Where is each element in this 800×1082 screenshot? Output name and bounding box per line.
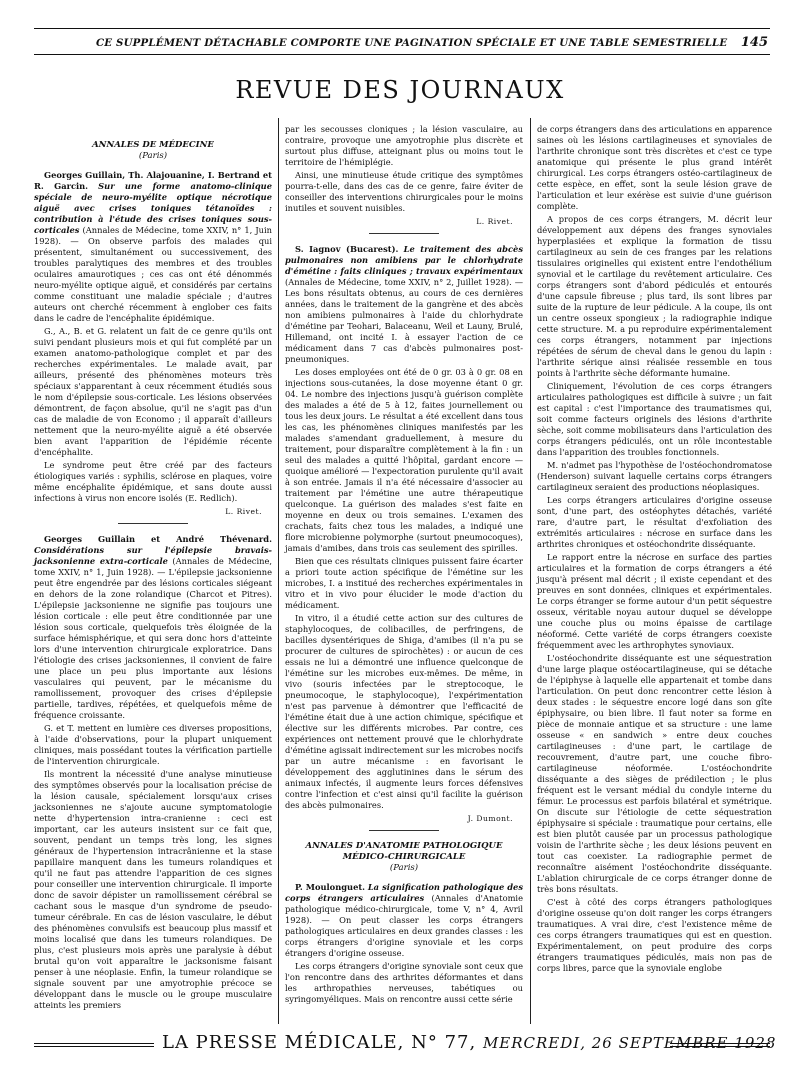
footer-rule-right	[670, 1043, 770, 1047]
section-location: (Paris)	[389, 863, 419, 873]
footer-journal: LA PRESSE MÉDICALE, N° 77,	[162, 1032, 477, 1053]
running-header	[34, 28, 770, 58]
paragraph: Ainsi, une minutieuse étude critique des symptômes pourra-t-elle, dans des cas de ce genre, faire éviter de conseiller des interventions chirurgicales pour le moins inutiles et souvent nuisibles.	[285, 170, 523, 213]
paragraph: Le syndrome peut être créé par des facteurs étiologiques variés : syphilis, sclérose en plaques, voire même encéphalite épidémique, et sans doute aussi infections à virus non encore isolés (E. Redlich).	[34, 460, 272, 503]
page-footer	[34, 1032, 777, 1056]
page-title: REVUE DES JOURNAUX	[235, 76, 565, 104]
article-text: (Annales d'Anatomie pathologique médico-chirurgicale, tome V, n° 4, Avril 1928). — On peut classer les corps étrangers pathologiques articulaires en deux grandes classes : les corps étrangers d'origine synoviale et les corps étrangers d'origine osseuse.	[285, 893, 523, 958]
column-3	[537, 124, 772, 976]
footer-rule-left	[34, 1043, 154, 1047]
section-title: ANNALES DE MÉDECINE	[92, 140, 214, 150]
article-signature: J. Dumont.	[467, 814, 513, 823]
article-signature: L. Rivet.	[225, 507, 262, 516]
column-1	[34, 124, 272, 1013]
section-title: ANNALES D'ANATOMIE PATHOLOGIQUE MÉDICO-CHIRURGICALE	[305, 841, 503, 862]
article-title: Sur une forme anatomo-clinique spéciale de neuro-myélite optique nécrotique aiguë avec crises toniques tétanoïdes : contribution à l'étude des crises toniques sous-corticales	[34, 181, 272, 235]
paragraph: Le rapport entre la nécrose en surface des parties articulaires et la formation de corps étrangers a été jusqu'à présent mal décrit ; il existe cependant et des preuves en sont données, cliniques et expérimentales. Le corps étranger se forme autour d'un petit séquestre osseux, véritable noyau autour duquel se développe une couche plus ou moins épaisse de cartilage néoformé. Cette variété de corps étrangers coexiste fréquemment avec les arthrophytes synoviaux.	[537, 552, 772, 650]
paragraph: C'est à côté des corps étrangers pathologiques d'origine osseuse qu'on doit ranger les corps étrangers traumatiques. A vrai dire, c'est l'existence même de ces corps étrangers traumatiques qui est en question. Expérimentalement, on peut produire des corps étrangers traumatiques pédiculés, mais non pas de corps libres, parce que la synoviale englobe	[537, 897, 772, 973]
article-signature: L. Rivet.	[476, 217, 513, 226]
separator-rule	[369, 830, 439, 831]
column-2	[285, 124, 523, 1007]
article-authors: P. Moulonguet.	[295, 882, 366, 892]
article-authors: Georges Guillain, Th. Alajouanine, I. Bertrand et R. Garcin.	[34, 170, 272, 191]
paragraph: Cliniquement, l'évolution de ces corps étrangers articulaires pathologiques est difficile à suivre ; un fait est capital : c'est l'importance des traumatismes qui, soit comme facteurs originels des lésions d'arthrite sèche, soit comme mobilisateurs dans l'articulation des corps étrangers pédiculés, ont un rôle incontestable dans l'apparition des troubles fonctionnels.	[537, 381, 772, 457]
separator-rule	[369, 233, 439, 234]
article-abstract	[34, 534, 272, 721]
footer-date: MERCREDI, 26 SEPTEMBRE 1928	[482, 1034, 777, 1052]
paragraph: Les corps étrangers articulaires d'origine osseuse sont, d'une part, des ostéophytes détachés, variété rare, d'autre part, le résultat d'exfoliation des extrémités articulaires : nécrose en surface dans les arthrites chroniques et ostéochondrite disséquante.	[537, 495, 772, 549]
paragraph: L'ostéochondrite disséquante est une séquestration d'une large plaque ostéocartilagineuse, qui se détache de l'épiphyse à laquelle elle appartenait et tombe dans l'articulation. On peut donc rencontrer cette lésion à deux stades : le séquestre encore logé dans son gîte épiphysaire, ou bien libre. Il faut noter sa forme en pièce de monnaie antique et sa structure : une lame osseuse « en sandwich » entre deux couches cartilagineuses : d'une part, le cartilage de recouvrement, d'autre part, une couche fibro-cartilagineuse néoformée. L'ostéochondrite disséquante a des sièges de prédilection ; le plus fréquent est le versant médial du condyle interne du fémur. Le processus est parfois bilatéral et symétrique. On discute sur l'étiologie de cette séquestration épiphysaire si spéciale : traumatique pour certains, elle est bien plutôt causée par un processus pathologique voisin de l'arthrite sèche ; les deux lésions peuvent en tout cas coexister. La radiographie permet de reconnaître aisément l'ostéochondrite disséquante. L'ablation chirurgicale de ce corps étranger donne de très bons résultats.	[537, 653, 772, 894]
article-authors: Georges Guillain et André Thévenard.	[44, 534, 272, 544]
paragraph: par les secousses cloniques ; la lésion vasculaire, au contraire, provoque une amyotrophie plus discrète et surtout plus diffuse, atteignant plus ou moins tout le territoire de l'hémiplégie.	[285, 124, 523, 167]
section-location: (Paris)	[138, 151, 168, 161]
paragraph: M. n'admet pas l'hypothèse de l'ostéochondromatose (Henderson) suivant laquelle certains corps étrangers cartilagineux seraient des productions néoplasiques.	[537, 460, 772, 492]
paragraph: In vitro, il a étudié cette action sur des cultures de staphylocoques, de colibacilles, de perfringens, de bacilles dysentériques de Shiga, d'amibes (il n'a pu se procurer de cultures de spirochètes) : or aucun de ces essais ne lui a démontré une influence quelconque de l'émétine sur les microbes eux-mêmes. De même, in vivo (souris infectées par le streptocoque, le pneumocoque, le staphylocoque), l'expérimentation n'est pas parvenue à démontrer que l'efficacité de l'émétine était due à une action chimique, spécifique et élective sur les différents microbes. Par contre, ces expériences ont nettement prouvé que le chlorhydrate d'émétine agissait indirectement sur les microbes nocifs par un autre mécanisme : en favorisant le développement des agglutinines dans le sérum des animaux infectés, il augmente leurs forces défensives contre l'infection et c'est ainsi qu'il facilite la guérison des abcès pulmonaires.	[285, 613, 523, 810]
article-text: (Annales de Médecine, tome XXIV, n° 1, Juin 1928). — On observe parfois des malades qui présentent, simultanément ou successivement, des troubles paralytiques des membres et des troubles oculaires amaurotiques ; ces cas ont été dénommés neuro-myélite optique aiguë, et considérés par certains comme constituant une maladie spéciale ; d'autres auteurs ont cherché récemment à englober ces faits dans le cadre de l'encéphalite épidémique.	[34, 225, 272, 323]
article-text: (Annales de Médecine, tome XXIV, n° 2, Juillet 1928). — Les bons résultats obtenus, au cours de ces dernières années, dans le traitement de la gangrène et des abcès non amibiens pulmonaires à l'aide du chlorhydrate d'émétine par Teohari, Balaceanu, Weil et Launy, Brulé, Hillemand, ont incité I. à essayer l'action de ce médicament dans 7 cas d'abcès pulmonaires post-pneumoniques.	[285, 277, 523, 364]
article-title: Le traitement des abcès pulmonaires non amibiens par le chlorhydrate d'émétine : faits cliniques ; travaux expérimentaux	[285, 244, 523, 276]
paragraph: G. et T. mettent en lumière ces diverses propositions, à l'aide d'observations, pour la plupart uniquement cliniques, mais possédant toutes la vérification partielle de l'intervention chirurgicale.	[34, 723, 272, 766]
article-text: (Annales de Médecine, tome XXIV, n° 1, Juin 1928). — L'épilepsie jacksonienne peut être engendrée par des lésions corticales siégeant en dehors de la zone rolandique (Charcot et Pitres). L'épilepsie jacksonienne ne signifie pas toujours une lésion corticale : elle peut être conditionnée par une lésion sous corticale, quelquefois très éloignée de la surface hémisphérique, et qui sera donc hors d'atteinte lors d'une intervention chirurgicale exploratrice. Dans l'étiologie des crises jacksoniennes, il convient de faire une place un peu plus importante aux lésions vasculaires qui peuvent, par le mécanisme du ramollissement, provoquer des crises d'épilepsie partielle, tardives, répétées, et quelquefois même de fréquence croissante.	[34, 556, 272, 720]
article-title: Considérations sur l'épilepsie bravais-jacksonienne extra-corticale	[34, 545, 272, 566]
paragraph: Les doses employées ont été de 0 gr. 03 à 0 gr. 08 en injections sous-cutanées, la dose moyenne étant 0 gr. 04. Le nombre des injections jusqu'à guérison complète des malades a été de 5 à 12, faites journellement ou tous les deux jours. Le résultat a été excellent dans tous les cas, les phénomènes cliniques manifestés par les malades s'amendant graduellement, à mesure du traitement, pour disparaître complètement à la fin : un seul des malades a quitté l'hôpital, gardant encore — quoique amélioré — l'expectoration purulente qu'il avait à son entrée. Jamais il n'a été nécessaire d'associer au traitement par l'émétine une autre thérapeutique quelconque. La guérison des malades s'est faite en moyenne en deux ou trois semaines. L'examen des crachats, faits chez tous les malades, a indiqué une flore microbienne polymorphe (surtout pneumocoques), jamais d'amibes, dans trois cas seulement des spirilles.	[285, 367, 523, 553]
column-divider-1	[278, 118, 279, 1024]
header-bottom-rule	[34, 54, 770, 55]
paragraph: Bien que ces résultats cliniques puissent faire écarter a priori toute action spécifique de l'émétine sur les microbes, I. a institué des recherches expérimentales in vitro et in vivo pour élucider le mode d'action du médicament.	[285, 556, 523, 610]
paragraph: Les corps étrangers d'origine synoviale sont ceux que l'on rencontre dans des arthrites déformantes et dans les arthropathies nerveuses, tabétiques ou syringomyéliques. Mais on rencontre aussi cette série	[285, 961, 523, 1004]
paragraph: G., A., B. et G. relatent un fait de ce genre qu'ils ont suivi pendant plusieurs mois et qui fut complété par un examen anatomo-pathologique complet et par des recherches expérimentales. Le malade avait, par ailleurs, présenté des phénomènes moteurs très spéciaux s'apparentant à ceux récemment étudiés sous le nom d'épilepsie sous-corticale. Les lésions observées démontrent, de façon absolue, qu'il ne s'agit pas d'un cas de maladie de von Economo ; il apparaît d'ailleurs nettement que la neuro-myélite aiguë a été observée bien avant l'apparition de l'épidémie récente d'encéphalite.	[34, 326, 272, 457]
paragraph: de corps étrangers dans des articulations en apparence saines où les lésions cartilagineuses et synoviales de l'arthrite chronique sont très discrètes et c'est ce type anatomique qui présente le plus grand intérêt chirurgical. Les corps étrangers ostéo-cartilagineux de cette espèce, en effet, sont la seule lésion grave de l'articulation et leur exérèse est suivie d'une guérison complète.	[537, 124, 772, 211]
separator-rule	[118, 523, 188, 524]
article-authors: S. Iagnov (Bucarest).	[295, 244, 399, 254]
running-head-text: CE SUPPLÉMENT DÉTACHABLE COMPORTE UNE PAGINATION SPÉCIALE ET UNE TABLE SEMESTRIELLE	[96, 37, 728, 49]
article-title: La signification pathologique des corps étrangers articulaires	[285, 882, 523, 903]
paragraph: A propos de ces corps étrangers, M. décrit leur développement aux dépens des franges synoviales hyperplasiées et explique la formation de tissu cartilagineux au sein de ces franges par les relations tissulaires originelles qui existent entre l'endothélium synovial et le cartilage du revêtement articulaire. Ces corps étrangers sont d'abord pédiculés et entourés d'une capsule fibreuse ; plus tard, ils sont libres par suite de la rupture de leur pédicule. A la coupe, ils ont un centre osseux spongieux ; la radiographie indique cette structure. M. a pu reproduire expérimentalement ces corps étrangers, notamment par injections répétées de sérum de cheval dans le genou du lapin : l'arthrite sérique ainsi réalisée ressemble en tous points à l'arthrite sèche déformante humaine.	[537, 214, 772, 378]
column-divider-2	[530, 118, 531, 1024]
page-number: 145	[740, 35, 768, 50]
article-abstract	[285, 244, 523, 365]
article-abstract	[34, 170, 272, 324]
paragraph: Ils montrent la nécessité d'une analyse minutieuse des symptômes observés pour la localisation précise de la lésion causale, spécialement lorsqu'aux crises jacksoniennes ne s'ajoute aucune symptomatologie nette d'hypertension intra-cranienne : ceci est important, car les auteurs insistent sur ce fait que, souvent, pendant un temps très long, les signes généraux de l'hypertension intracrânienne et la stase papillaire manquent dans les tumeurs rolandiques et qu'il ne faut pas attendre l'apparition de ces signes pour conseiller une intervention chirurgicale. Il importe donc de savoir dépister un ramollissement cérébral se cachant sous le masque d'un syndrome de pseudo-tumeur cérébrale. En cas de lésion vasculaire, le début des phénomènes convulsifs est beaucoup plus massif et moins localisé que dans les tumeurs rolandiques. De plus, c'est plusieurs mois après une paralysie à début brutal qu'on voit apparaître le jacksonisme faisant penser à une néoplasie. Enfin, la tumeur rolandique se signale souvent par une amyotrophie précoce se développant dans le muscle ou le groupe musculaire atteints les premiers	[34, 769, 272, 1010]
header-top-rule	[34, 28, 770, 29]
article-abstract	[285, 882, 523, 959]
